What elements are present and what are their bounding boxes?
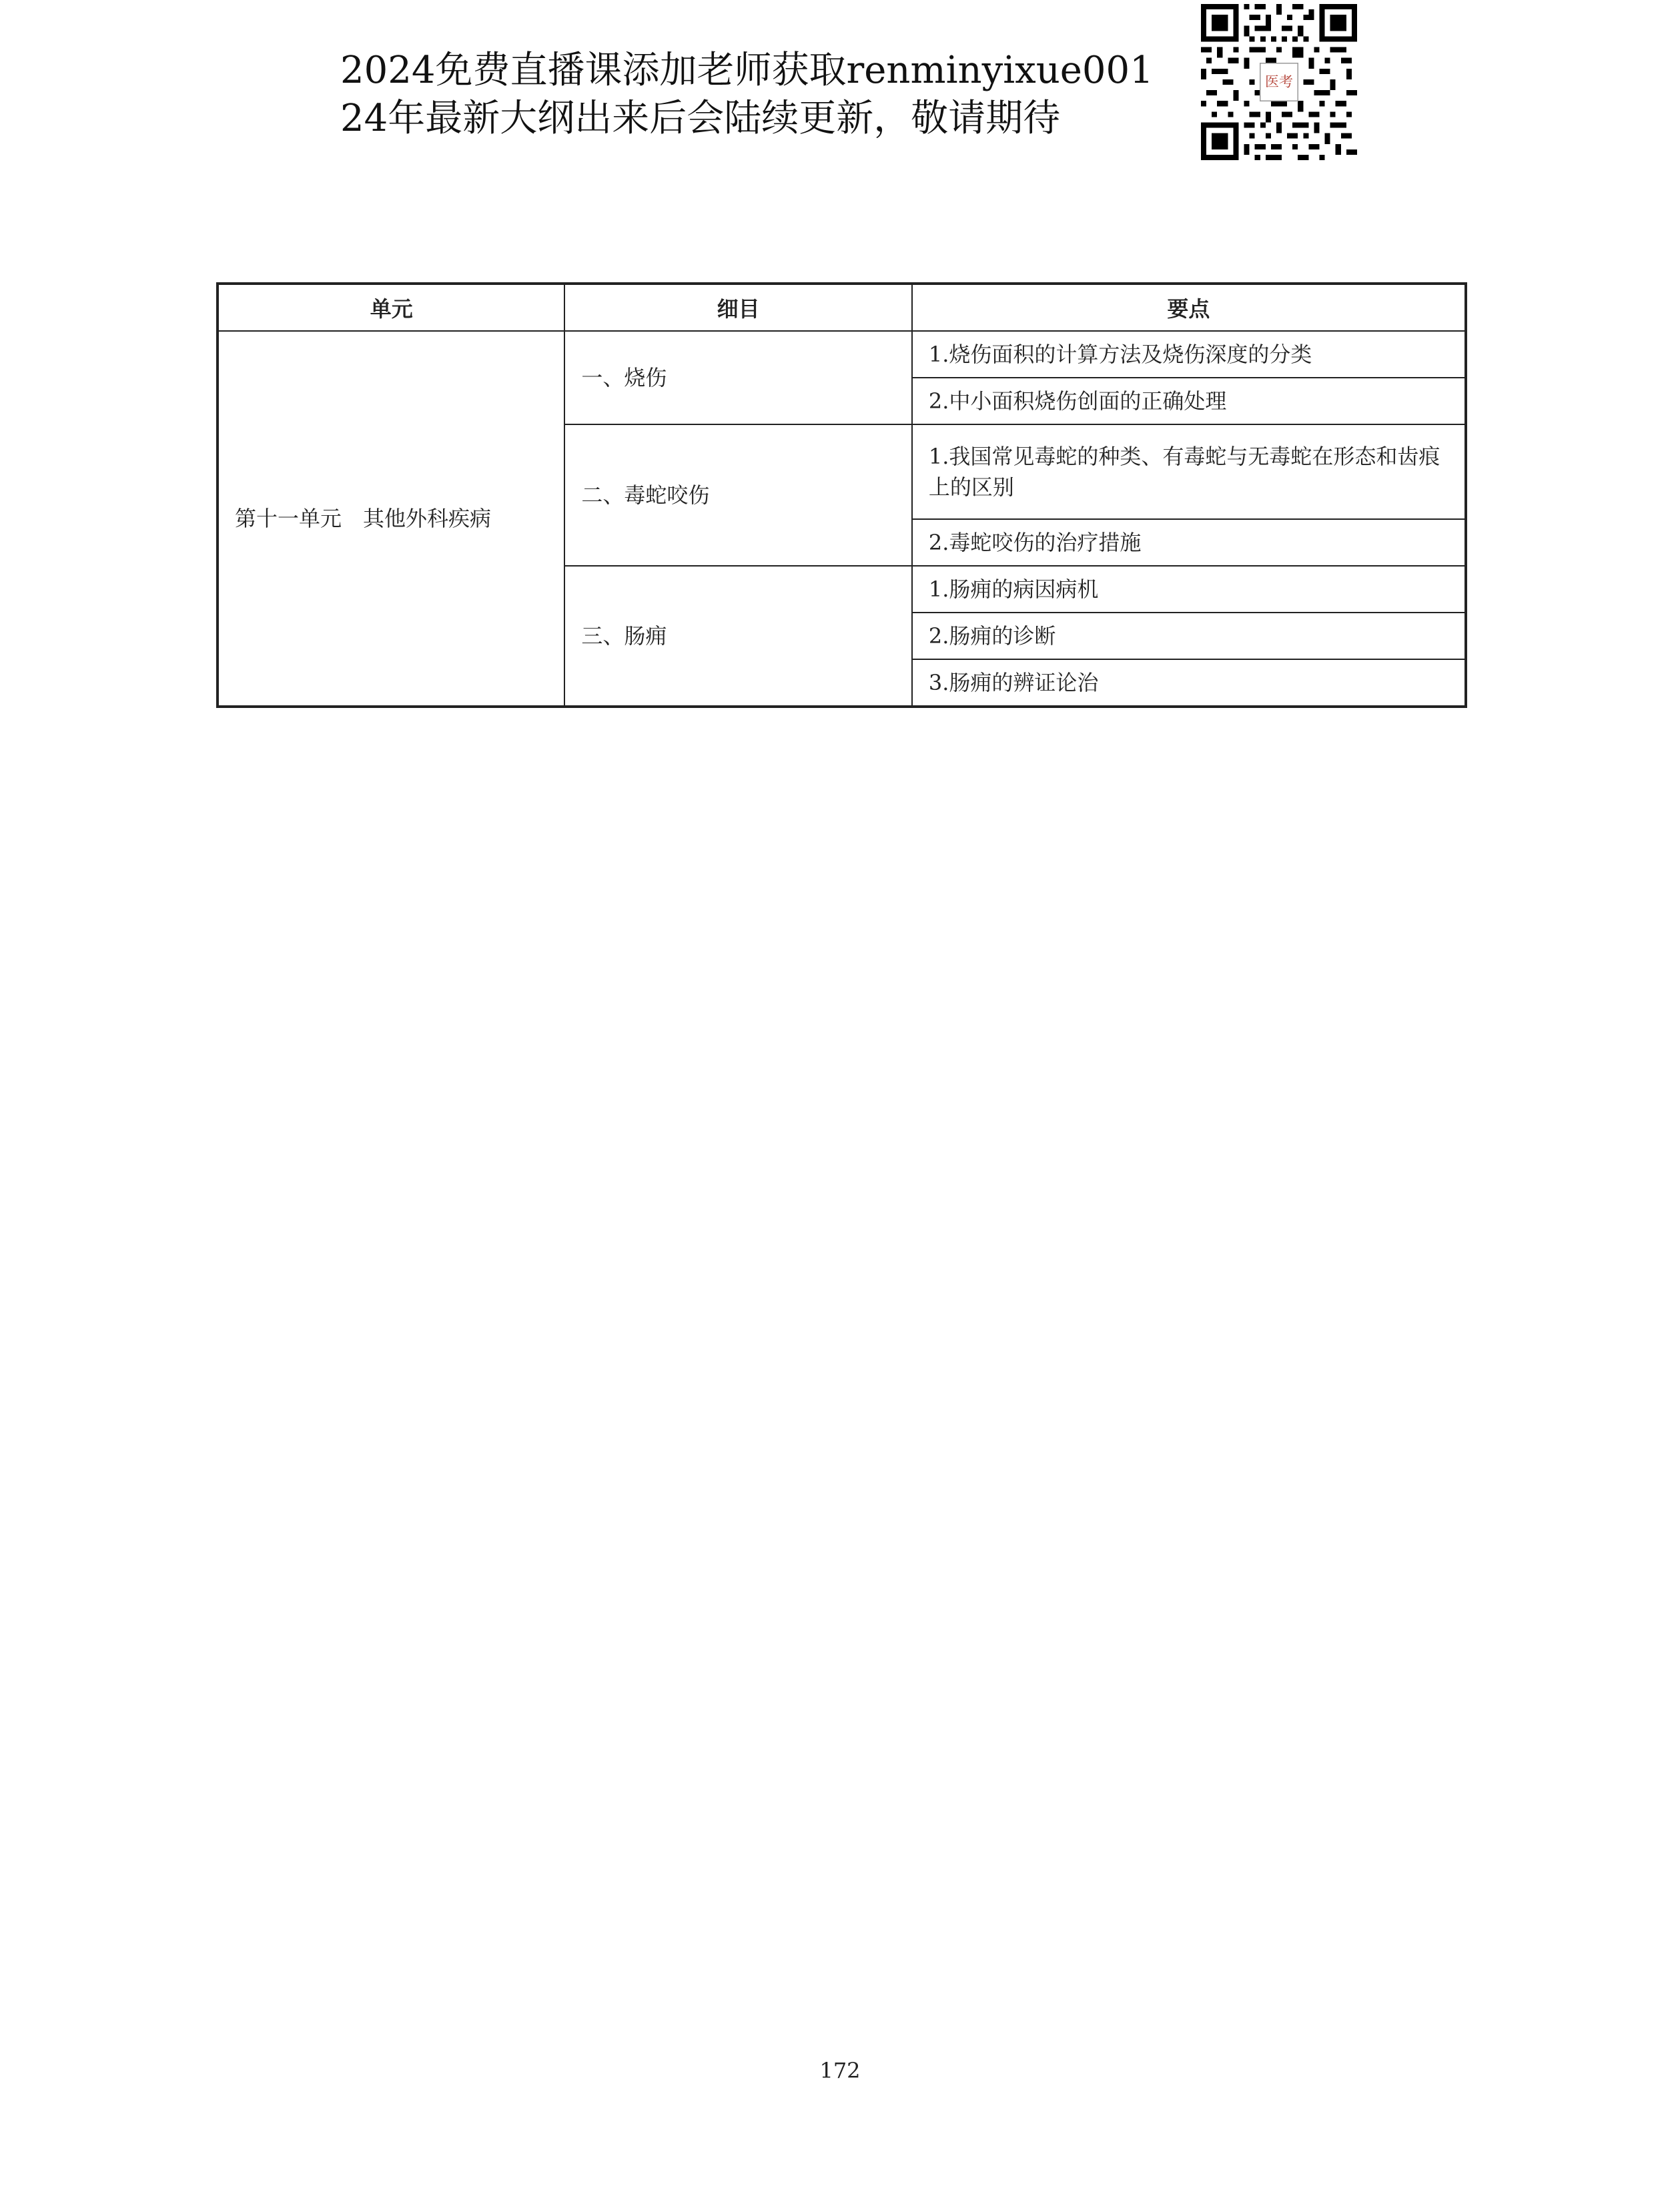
detail-cell-intestinal-abscess: 三、肠痈 <box>564 566 911 707</box>
point-cell: 1.烧伤面积的计算方法及烧伤深度的分类 <box>912 331 1466 378</box>
point-cell: 2.中小面积烧伤创面的正确处理 <box>912 378 1466 424</box>
point-cell: 1.我国常见毒蛇的种类、有毒蛇与无毒蛇在形态和齿痕上的区别 <box>912 424 1466 519</box>
qr-logo-text: 医考 <box>1265 73 1293 90</box>
column-header-point: 要点 <box>912 284 1466 331</box>
table-header-row <box>218 284 1466 331</box>
column-header-unit: 单元 <box>218 284 564 331</box>
unit-cell: 第十一单元 其他外科疾病 <box>218 331 564 707</box>
point-cell: 2.毒蛇咬伤的治疗措施 <box>912 519 1466 566</box>
column-header-detail: 细目 <box>564 284 911 331</box>
detail-cell-burn: 一、烧伤 <box>564 331 911 424</box>
promo-header-line-1: 2024免费直播课添加老师获取renminyixue001 <box>340 49 1154 92</box>
detail-cell-snakebite: 二、毒蛇咬伤 <box>564 424 911 566</box>
point-cell: 2.肠痈的诊断 <box>912 613 1466 659</box>
promo-header-line-2: 24年最新大纲出来后会陆续更新，敬请期待 <box>340 97 1061 140</box>
promo-header <box>340 47 1194 143</box>
point-cell: 3.肠痈的辨证论治 <box>912 659 1466 707</box>
qr-code <box>1201 4 1357 160</box>
page-number: 172 <box>819 2058 861 2083</box>
syllabus-table <box>216 282 1467 708</box>
point-cell: 1.肠痈的病因病机 <box>912 566 1466 613</box>
table-row <box>218 331 1466 378</box>
